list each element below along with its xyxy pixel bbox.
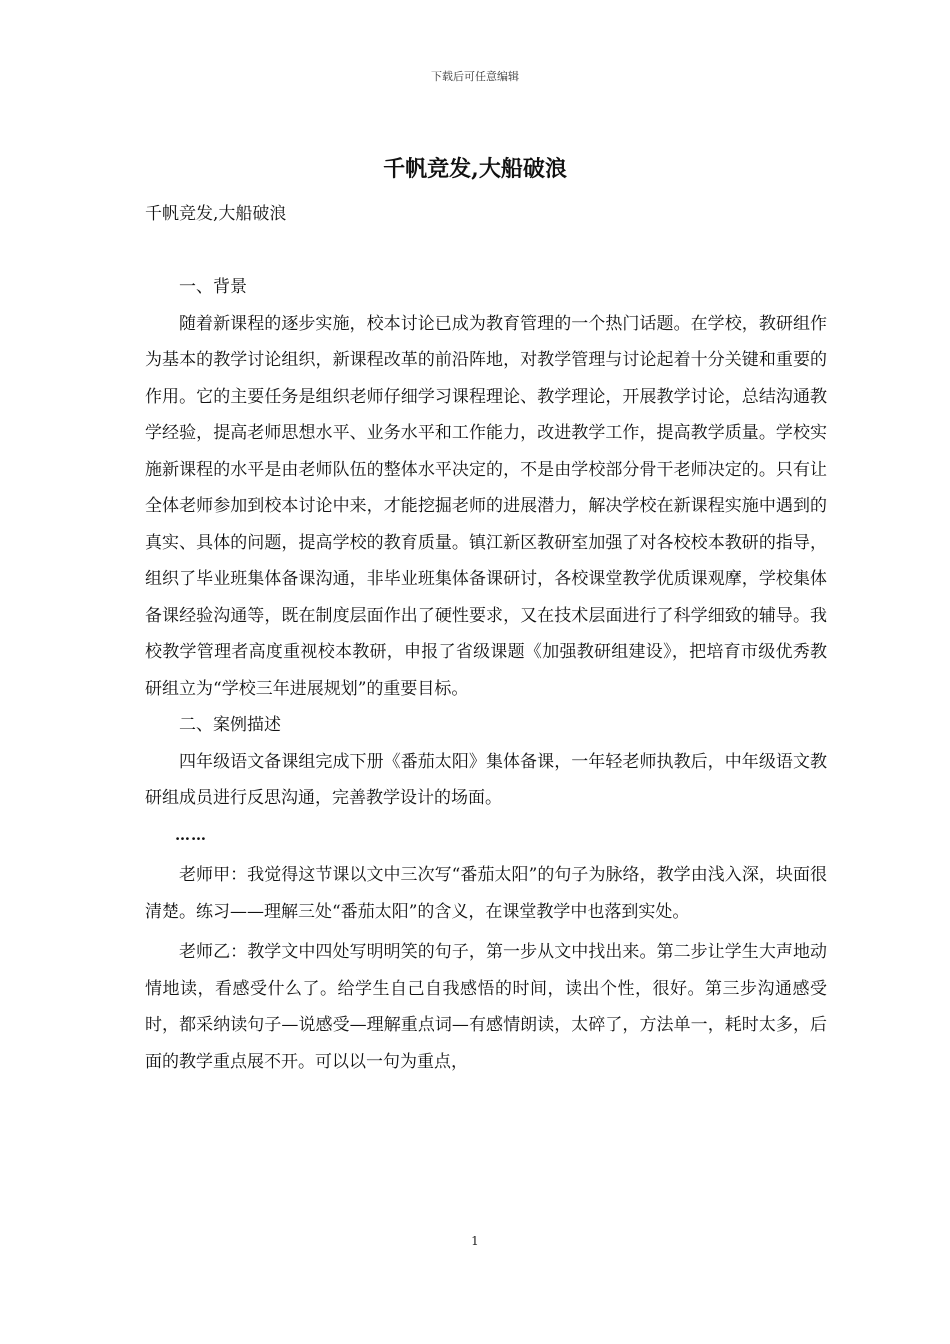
teacher-a-paragraph: 老师甲：我觉得这节课以文中三次写“番茄太阳”的句子为脉络，教学由浅入深，块面很清楚。练习——理解三处“番茄太阳”的含义，在课堂教学中也落到实处。 bbox=[145, 865, 827, 922]
section-heading-case-description: 二、案例描述 bbox=[179, 715, 281, 735]
case-description-paragraph: 四年级语文备课组完成下册《番茄太阳》集体备课，一年轻老师执教后，中年级语文教研组成员进行反思沟通，完善教学设计的场面。 bbox=[145, 751, 827, 808]
document-body bbox=[145, 196, 827, 1080]
page-number: 1 bbox=[471, 1234, 479, 1248]
section-heading-background: 一、背景 bbox=[179, 277, 247, 297]
teacher-b-paragraph: 老师乙：教学文中四处写明明笑的句子，第一步从文中找出来。第二步让学生大声地动情地读，看感受什么了。给学生自己自我感悟的时间，读出个性，很好。第三步沟通感受时，都采纳读句子—说感受—理解重点词—有感情朗读，太碎了，方法单一，耗时太多，后面的教学重点展不开。可以以一句为重点， bbox=[145, 942, 827, 1072]
ellipsis-marker: …… bbox=[175, 825, 207, 844]
document-subtitle: 千帆竞发,大船破浪 bbox=[145, 204, 287, 224]
document-title: 千帆竞发,大船破浪 bbox=[383, 156, 567, 182]
background-paragraph: 随着新课程的逐步实施，校本讨论已成为教育管理的一个热门话题。在学校，教研组作为基本的教学讨论组织，新课程改革的前沿阵地，对教学管理与讨论起着十分关键和重要的作用。它的主要任务是组织老师仔细学习课程理论、教学理论，开展教学讨论，总结沟通教学经验，提高老师思想水平、业务水平和工作能力，改进教学工作，提高教学质量。学校实施新课程的水平是由老师队伍的整体水平决定的，不是由学校部分骨干老师决定的。只有让全体老师参加到校本讨论中来，才能挖掘老师的进展潜力，解决学校在新课程实施中遇到的真实、具体的问题，提高学校的教育质量。镇江新区教研室加强了对各校校本教研的指导，组织了毕业班集体备课沟通，非毕业班集体备课研讨，各校课堂教学优质课观摩，学校集体备课经验沟通等，既在制度层面作出了硬性要求，又在技术层面进行了科学细致的辅导。我校教学管理者高度重视校本教研，申报了省级课题《加强教研组建设》，把培育市级优秀教研组立为“学校三年进展规划”的重要目标。 bbox=[145, 313, 827, 699]
page-header: 下载后可任意编辑 bbox=[431, 70, 519, 83]
